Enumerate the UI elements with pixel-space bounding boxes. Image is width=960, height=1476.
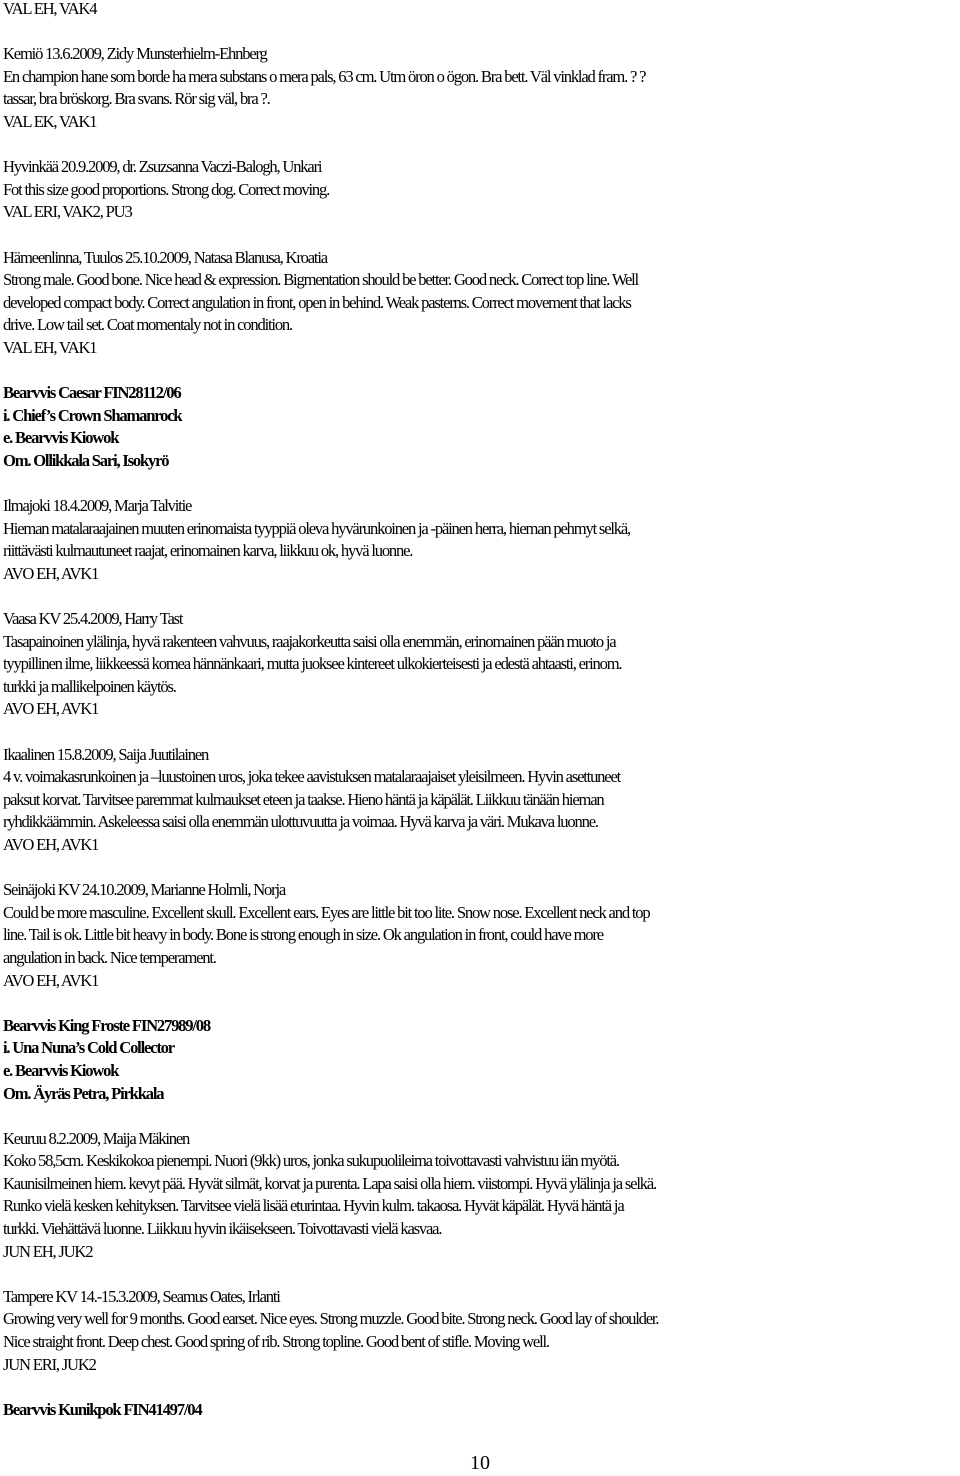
show-result: JUN EH, JUK2 [3,1241,93,1261]
critique-line: Kaunisilmeinen hiem. kevyt pää. Hyvät silmät, korvat ja purenta. Lapa saisi olla hiem. viistompi. Hyvä ylälinja ja selkä. [3,1173,656,1193]
show-header: Hämeenlinna, Tuulos 25.10.2009, Natasa Blanusa, Kroatia [3,247,327,267]
show-header: Vaasa KV 25.4.2009, Harry Tast [3,609,183,629]
dog-sire: i. Chief’s Crown Shamanrock [3,405,182,425]
critique-line: Fot this size good proportions. Strong dog. Correct moving. [3,179,330,199]
show-result: VAL EH, VAK4 [3,0,97,18]
show-result: VAL EH, VAK1 [3,337,97,357]
show-header: Tampere KV 14.-15.3.2009, Seamus Oates, Irlanti [3,1286,280,1306]
critique-line: Could be more masculine. Excellent skull. Excellent ears. Eyes are little bit too lite. Snow nose. Excellent neck and top [3,902,650,922]
show-header: Kemiö 13.6.2009, Zidy Munsterhielm-Ehnberg [3,44,267,64]
critique-line: tassar, bra bröskorg. Bra svans. Rör sig väl, bra ?. [3,89,270,109]
show-result: AVO EH, AVK1 [3,699,99,719]
critique-line: angulation in back. Nice temperament. [3,947,216,967]
critique-line: Tasapainoinen ylälinja, hyvä rakenteen vahvuus, raajakorkeutta saisi olla enemmän, erinomainen pään muoto ja [3,631,616,651]
dog-sire: i. Una Nuna’s Cold Collector [3,1038,174,1058]
critique-line: riittävästi kulmautuneet raajat, erinomainen karva, liikkuu ok, hyvä luonne. [3,541,413,561]
critique-line: Strong male. Good bone. Nice head & expression. Bigmentation should be better. Good neck. Correct top line. Well [3,270,638,290]
show-header: Ikaalinen 15.8.2009, Saija Juutilainen [3,744,209,764]
show-result: AVO EH, AVK1 [3,970,99,990]
show-result: AVO EH, AVK1 [3,563,99,583]
show-result: JUN ERI, JUK2 [3,1354,96,1374]
critique-line: ryhdikkäämmin. Askeleessa saisi olla enemmän ulottuvuutta ja voimaa. Hyvä karva ja väri. Mukava luonne. [3,812,598,832]
page-number: 10 [470,1452,490,1474]
dog-owner: Om. Ollikkala Sari, Isokyrö [3,450,169,470]
dog-dam: e. Bearvvis Kiowok [3,428,119,448]
critique-line: Runko vielä kesken kehityksen. Tarvitsee vielä lisää eturintaa. Hyvin kulm. takaosa. Hyvät käpälät. Hyvä häntä ja [3,1196,624,1216]
show-result: VAL EK, VAK1 [3,111,97,131]
critique-line: line. Tail is ok. Little bit heavy in body. Bone is strong enough in size. Ok angulation in front, could have more [3,925,603,945]
critique-line: paksut korvat. Tarvitsee paremmat kulmaukset eteen ja taakse. Hieno häntä ja käpälät. Liikkuu tänään hieman [3,789,604,809]
show-header: Seinäjoki KV 24.10.2009, Marianne Holmli, Norja [3,880,286,900]
critique-line: 4 v. voimakasrunkoinen ja –luustoinen uros, joka tekee aavistuksen matalaraajaiset yleisilmeen. Hyvin asettuneet [3,767,621,787]
show-result: AVO EH, AVK1 [3,834,99,854]
show-header: Ilmajoki 18.4.2009, Marja Talvitie [3,496,192,516]
show-result: VAL ERI, VAK2, PU3 [3,202,132,222]
dog-dam: e. Bearvvis Kiowok [3,1060,119,1080]
critique-line: Nice straight front. Deep chest. Good spring of rib. Strong topline. Good bent of stifle. Moving well. [3,1332,549,1352]
critique-line: Growing very well for 9 months. Good earset. Nice eyes. Strong muzzle. Good bite. Strong neck. Good lay of shoulder. [3,1309,659,1329]
critique-line: turkki. Viehättävä luonne. Liikkuu hyvin ikäisekseen. Toivottavasti vielä kasvaa. [3,1219,442,1239]
show-header: Keuruu 8.2.2009, Maija Mäkinen [3,1128,190,1148]
critique-line: Hieman matalaraajainen muuten erinomaista tyyppiä oleva hyvärunkoinen ja -päinen herra, hieman pehmyt selkä, [3,518,630,538]
critique-line: developed compact body. Correct angulation in front, open in behind. Weak pasterns. Correct movement that lacks [3,292,631,312]
dog-owner: Om. Äyräs Petra, Pirkkala [3,1083,164,1103]
critique-line: Koko 58,5cm. Keskikokoa pienempi. Nuori (9kk) uros, jonka sukupuolileima toivottavasti vahvistuu iän myötä. [3,1151,619,1171]
dog-name: Bearvvis King Froste FIN27989/08 [3,1015,210,1035]
critique-line: tyypillinen ilme, liikkeessä komea hännänkaari, mutta juoksee kintereet ulkokierteisesti ja edestä ahtaasti, erinom. [3,654,622,674]
critique-line: drive. Low tail set. Coat momentaly not in condition. [3,315,292,335]
dog-name: Bearvvis Caesar FIN28112/06 [3,383,181,403]
dog-name: Bearvvis Kunikpok FIN41497/04 [3,1399,202,1419]
critique-line: En champion hane som borde ha mera substans o mera pals, 63 cm. Utm öron o ögon. Bra bett. Väl vinklad fram. ? ? [3,66,646,86]
critique-line: turkki ja mallikelpoinen käytös. [3,676,176,696]
show-header: Hyvinkää 20.9.2009, dr. Zsuzsanna Vaczi-Balogh, Unkari [3,157,322,177]
